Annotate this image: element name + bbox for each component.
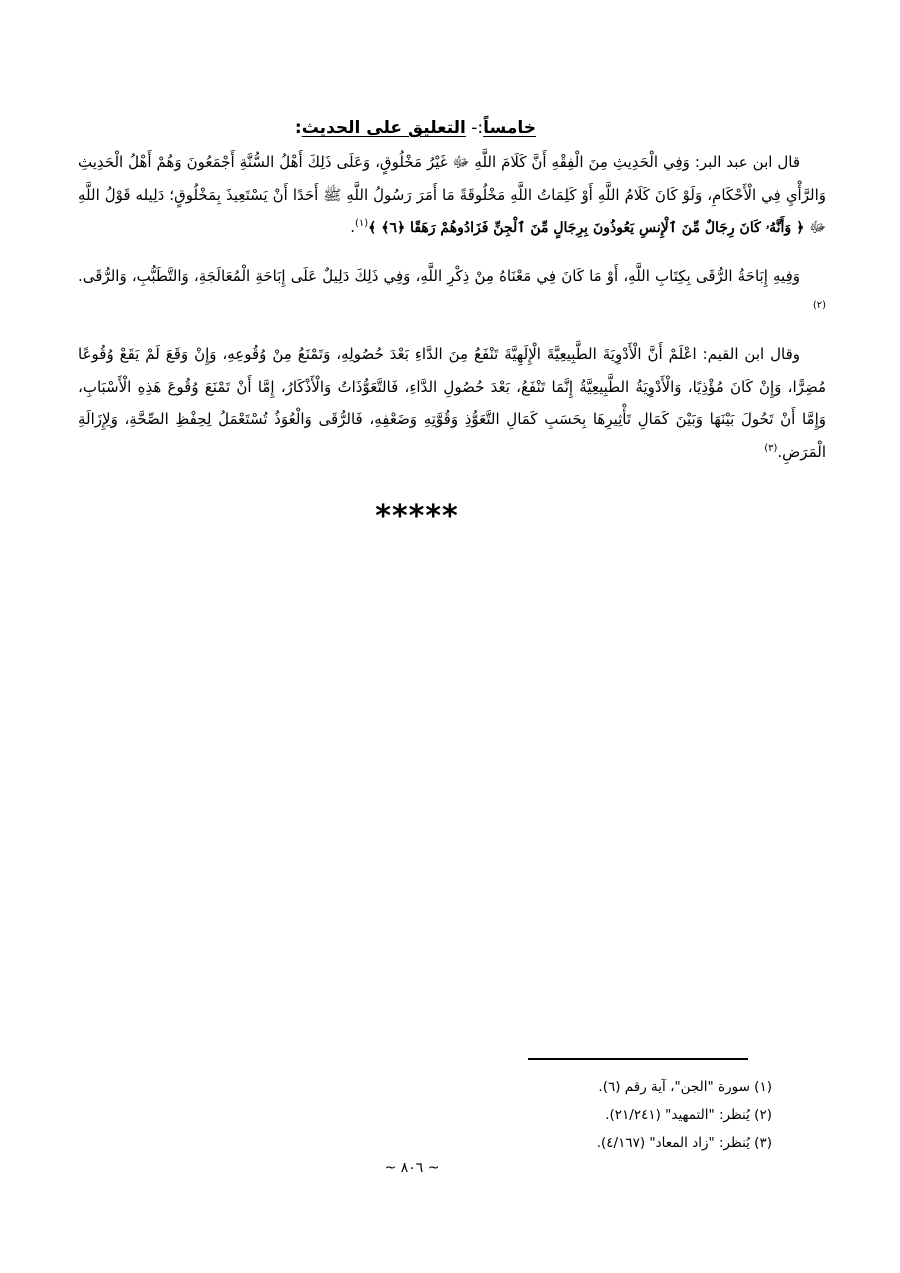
paragraph-ibn-abd-al-barr <box>78 146 826 245</box>
paragraph-end: . <box>350 218 355 236</box>
heading-colon: : <box>294 118 302 138</box>
footnotes <box>597 1073 772 1157</box>
paragraph-text: وقال ابن القيم: اعْلَمْ أَنَّ الْأَدْوِيَةَ الطَّبِيعِيَّةَ الْإِلَهِيَّةَ تَنْفَعُ مِنَ الدَّاءِ بَعْدَ حُصُولِهِ، وَتَمْنَعُ مِنْ وُقُوعِهِ، وَإِنْ وَقَعَ لَمْ يَقَعْ وُقُوعًا مُضِرًّا، وَإِنْ كَانَ مُؤْذِيًا، وَالْأَدْوِيَةُ الطَّبِيعِيَّةُ إِنَّمَا تَنْفَعُ، بَعْدَ حُصُولِ الدَّاءِ، فَالتَّعَوُّذَاتُ وَالْأَذْكَارُ، إِمَّا أَنْ تَمْنَعَ وُقُوعَ هَذِهِ الْأَسْبَابِ، وَإِمَّا أَنْ تَحُولَ بَيْنَهَا وَبَيْنَ كَمَالِ تَأْثِيرِهَا بِحَسَبِ كَمَالِ التَّعَوُّذِ وَقُوَّتِهِ وَضَعْفِهِ، فَالرُّقَى وَالْعُوَذُ تُسْتَعْمَلُ لِحِفْظِ الصِّحَّةِ، وَلِإِزَالَةِ الْمَرَضِ. <box>78 345 826 461</box>
footnote-ref-2[interactable]: (٢) <box>812 299 826 311</box>
footnote-2: (٢) يُنظر: "التمهيد" (٢١/٢٤١). <box>605 1107 772 1123</box>
quran-verse: ﴿ وَأَنَّهُۥ كَانَ رِجَالٌ مِّنَ ٱلْإِنسِ يَعُوذُونَ بِرِجَالٍ مِّنَ ٱلْجِنِّ فَزَادُوهُمْ رَهَقًا ﴿٦﴾ ﴾ <box>368 220 805 236</box>
footnote-1: (١) سورة "الجن"، آية رقم (٦). <box>598 1079 772 1095</box>
footnote-3: (٣) يُنظر: "زاد المعاد" (٤/١٦٧). <box>596 1135 772 1151</box>
footnote-ref-1[interactable]: (١) <box>354 218 369 229</box>
paragraph-text: وَفِيهِ إِبَاحَةُ الرُّقَى بِكِتَابِ اللَّهِ، أَوْ مَا كَانَ فِي مَعْنَاهُ مِنْ ذِكْرِ اللَّهِ، وَفِي ذَلِكَ دَلِيلٌ عَلَى إِبَاحَةِ الْمُعَالَجَةِ، وَالتَّطَبُّبِ، وَالرُّقَى. <box>78 267 800 285</box>
heading-separator: :- <box>465 118 484 138</box>
paragraph-ruqya <box>78 260 826 325</box>
paragraph-ibn-al-qayyim <box>78 338 826 468</box>
heading-title: التعليق على الحديث <box>301 118 466 138</box>
section-divider-stars: ***** <box>375 499 459 534</box>
section-heading <box>295 116 536 140</box>
page-number: ~ ٨٠٦ ~ <box>384 1160 440 1176</box>
footnote-ref-3[interactable]: (٣) <box>764 442 778 454</box>
footnote-rule <box>528 1058 748 1060</box>
heading-label: خامساً <box>483 118 536 138</box>
paragraph-text: قال ابن عبد البر: وَفِي الْحَدِيثِ مِنَ الْفِقْهِ أَنَّ كَلَامَ اللَّهِ ﷻ غَيْرُ مَخْلُوقٍ، وَعَلَى ذَلِكَ أَهْلُ السُّنَّةِ أَجْمَعُونَ وَهُمْ أَهْلُ الْحَدِيثِ وَالرَّأْيِ فِي الْأَحْكَامِ، وَلَوْ كَانَ كَلَامُ اللَّهِ أَوْ كَلِمَاتُ اللَّهِ مَخْلُوقَةً مَا أَمَرَ رَسُولُ اللَّهِ ﷺ أَحَدًا أَنْ يَسْتَعِيذَ بِمَخْلُوقٍ؛ دَلِيله قَوْلُ اللَّهِ ﷻ <box>78 153 826 236</box>
